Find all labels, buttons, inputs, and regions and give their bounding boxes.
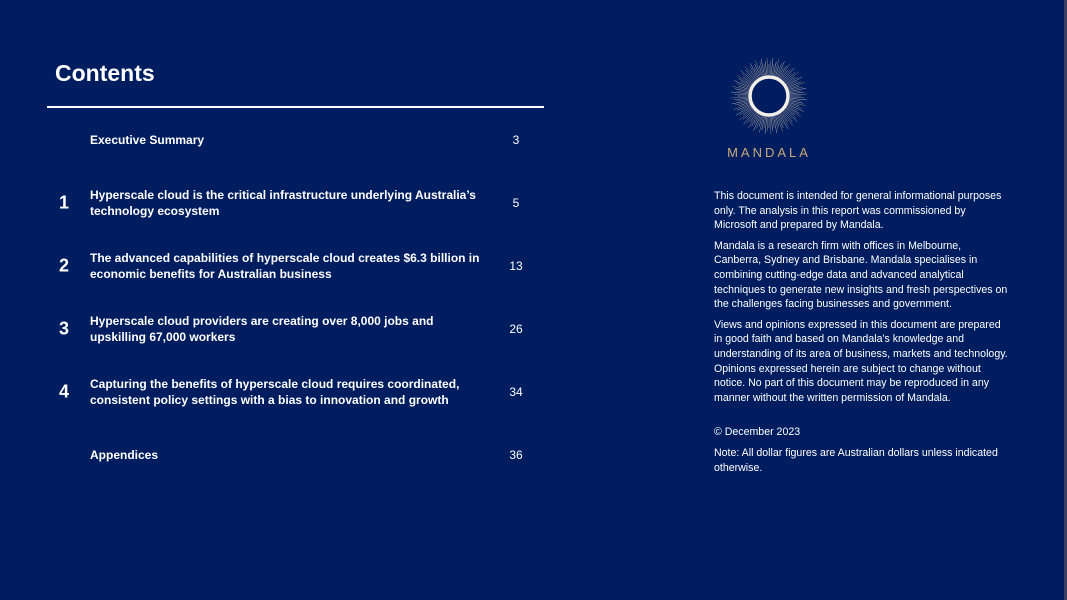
note-text: Note: All dollar figures are Australian dollars unless indicated otherwise. — [714, 446, 998, 474]
sunburst-logo-icon — [729, 52, 809, 138]
toc-page-number: 26 — [509, 322, 523, 336]
toc-number: 3 — [58, 318, 69, 339]
views-text: Views and opinions expressed in this document are prepared in good faith and based on Mandala's knowledge and understanding of its area of business, markets and technology. Opinions expressed herein are subject to change without notice. No part of this document may be reproduced in any manner without the written permission of Mandala. — [714, 318, 1008, 404]
title-divider — [47, 106, 544, 108]
logo-wordmark: MANDALA — [727, 145, 811, 160]
page-title: Contents — [55, 60, 155, 86]
toc-number: 1 — [58, 192, 69, 213]
toc-page-number: 36 — [509, 448, 523, 462]
toc-row-section-1[interactable] — [50, 183, 530, 223]
toc-number: 4 — [58, 381, 69, 402]
toc-page-number: 34 — [509, 385, 523, 399]
toc-page-number: 3 — [512, 133, 520, 147]
about-text: Mandala is a research firm with offices in Melbourne, Canberra, Sydney and Brisbane. Mandala specialises in combining cutting-edge data and advanced analytical techniques to generate new insights and fresh perspectives on the challenges facing businesses and government. — [714, 239, 1008, 311]
toc-row-executive-summary[interactable] — [50, 120, 530, 160]
toc-row-appendices[interactable] — [50, 435, 530, 475]
toc-row-section-3[interactable] — [50, 309, 530, 349]
copyright-text: © December 2023 — [714, 426, 801, 439]
toc-title: The advanced capabilities of hyperscale cloud creates $6.3 billion in economic benefits for Australian business — [90, 251, 480, 281]
toc-page-number: 13 — [509, 259, 523, 273]
toc-title: Executive Summary — [90, 133, 205, 147]
mandala-logo — [709, 52, 829, 162]
toc-title: Appendices — [90, 448, 159, 462]
toc-title: Hyperscale cloud providers are creating over 8,000 jobs and upskilling 67,000 workers — [90, 314, 434, 344]
toc-page-number: 5 — [512, 196, 520, 210]
toc-row-section-4[interactable] — [50, 372, 530, 412]
disclaimer-block — [714, 189, 1010, 481]
toc-number: 2 — [58, 255, 69, 276]
disclaimer-text: This document is intended for general informational purposes only. The analysis in this report was commissioned by Microsoft and prepared by Mandala. — [714, 190, 1002, 232]
toc-title: Hyperscale cloud is the critical infrastructure underlying Australia’s technology ecosystem — [90, 188, 476, 218]
toc-row-section-2[interactable] — [50, 246, 530, 286]
toc-title: Capturing the benefits of hyperscale cloud requires coordinated, consistent policy settings with a bias to innovation and growth — [90, 377, 460, 407]
